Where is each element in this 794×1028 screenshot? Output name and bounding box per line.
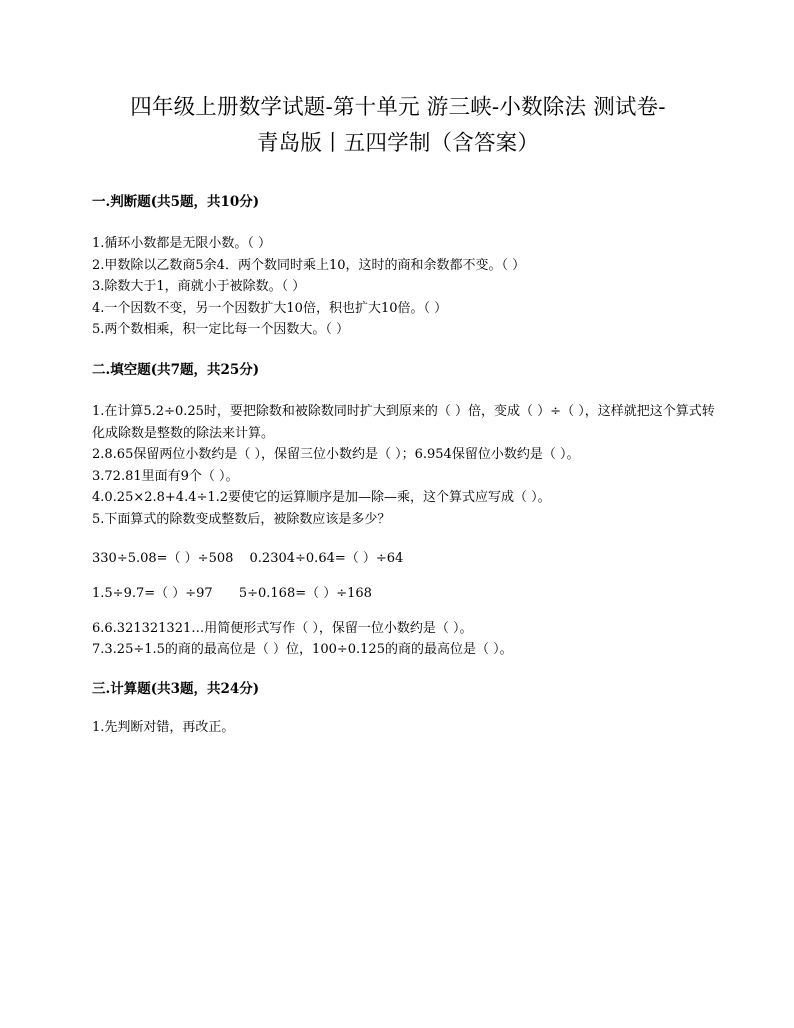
equation-row [92,583,724,604]
title-line-1: 四年级上册数学试题-第十单元 游三峡-小数除法 测试卷- [130,95,666,120]
question-item: 2.甲数除以乙数商5余4．两个数同时乘上10，这时的商和余数都不变。（ ） [92,257,526,273]
section-fill-in [92,360,724,661]
question-item: 1.循环小数都是无限小数。（ ） [92,236,272,251]
equation-item: 0.2304÷0.64=（ ）÷64 [249,550,404,566]
question-item: 3.72.81里面有9个（ ）。 [92,468,239,484]
question-list [92,233,724,341]
question-list [92,401,724,531]
section-calculation [92,679,724,739]
question-item: 7.3.25÷1.5的商的最高位是（ ）位，100÷0.125的商的最高位是（ ）。 [92,642,513,658]
question-item: 2.8.65保留两位小数约是（ ），保留三位小数约是（ ）；6.954保留位小数约是（ ）。 [92,447,580,463]
equation-item: 1.5÷9.7=（ ）÷97 [92,585,213,601]
equation-item: 5÷0.168=（ ）÷168 [238,585,372,601]
question-list [92,717,724,739]
question-item: 1.先判断对错，再改正。 [92,719,235,735]
question-item: 5.下面算式的除数变成整数后，被除数应该是多少？ [92,511,391,527]
question-item: 1.在计算5.2÷0.25时，要把除数和被除数同时扩大到原来的（ ）倍，变成（ ）÷（ ），这样就把这个算式转化成除数是整数的除法来计算。 [92,403,715,441]
equation-item: 330÷5.08=（ ）÷508 [92,550,234,566]
equation-row [92,548,724,569]
question-item: 5.两个数相乘，积一定比每一个因数大。（ ） [92,322,350,338]
equation-block [92,548,724,604]
section-title: 二.填空题(共7题，共25分) [92,361,260,378]
question-list [92,618,724,661]
question-item: 3.除数大于1，商就小于被除数。（ ） [92,279,306,295]
section-title: 三.计算题(共3题，共24分) [92,680,260,697]
document-title [72,0,724,162]
section-title: 一.判断题(共5题，共10分) [92,194,260,210]
question-item: 6.6.321321321…用简便形式写作（ ），保留一位小数约是（ ）。 [92,620,473,636]
section-true-false [92,192,724,341]
question-item: 4.一个因数不变，另一个因数扩大10倍，积也扩大10倍。（ ） [92,300,448,316]
title-line-2: 青岛版丨五四学制（含答案） [256,131,540,156]
question-item: 4.0.25×2.8+4.4÷1.2要使它的运算顺序是加—除—乘，这个算式应写成（ ）。 [92,490,551,506]
